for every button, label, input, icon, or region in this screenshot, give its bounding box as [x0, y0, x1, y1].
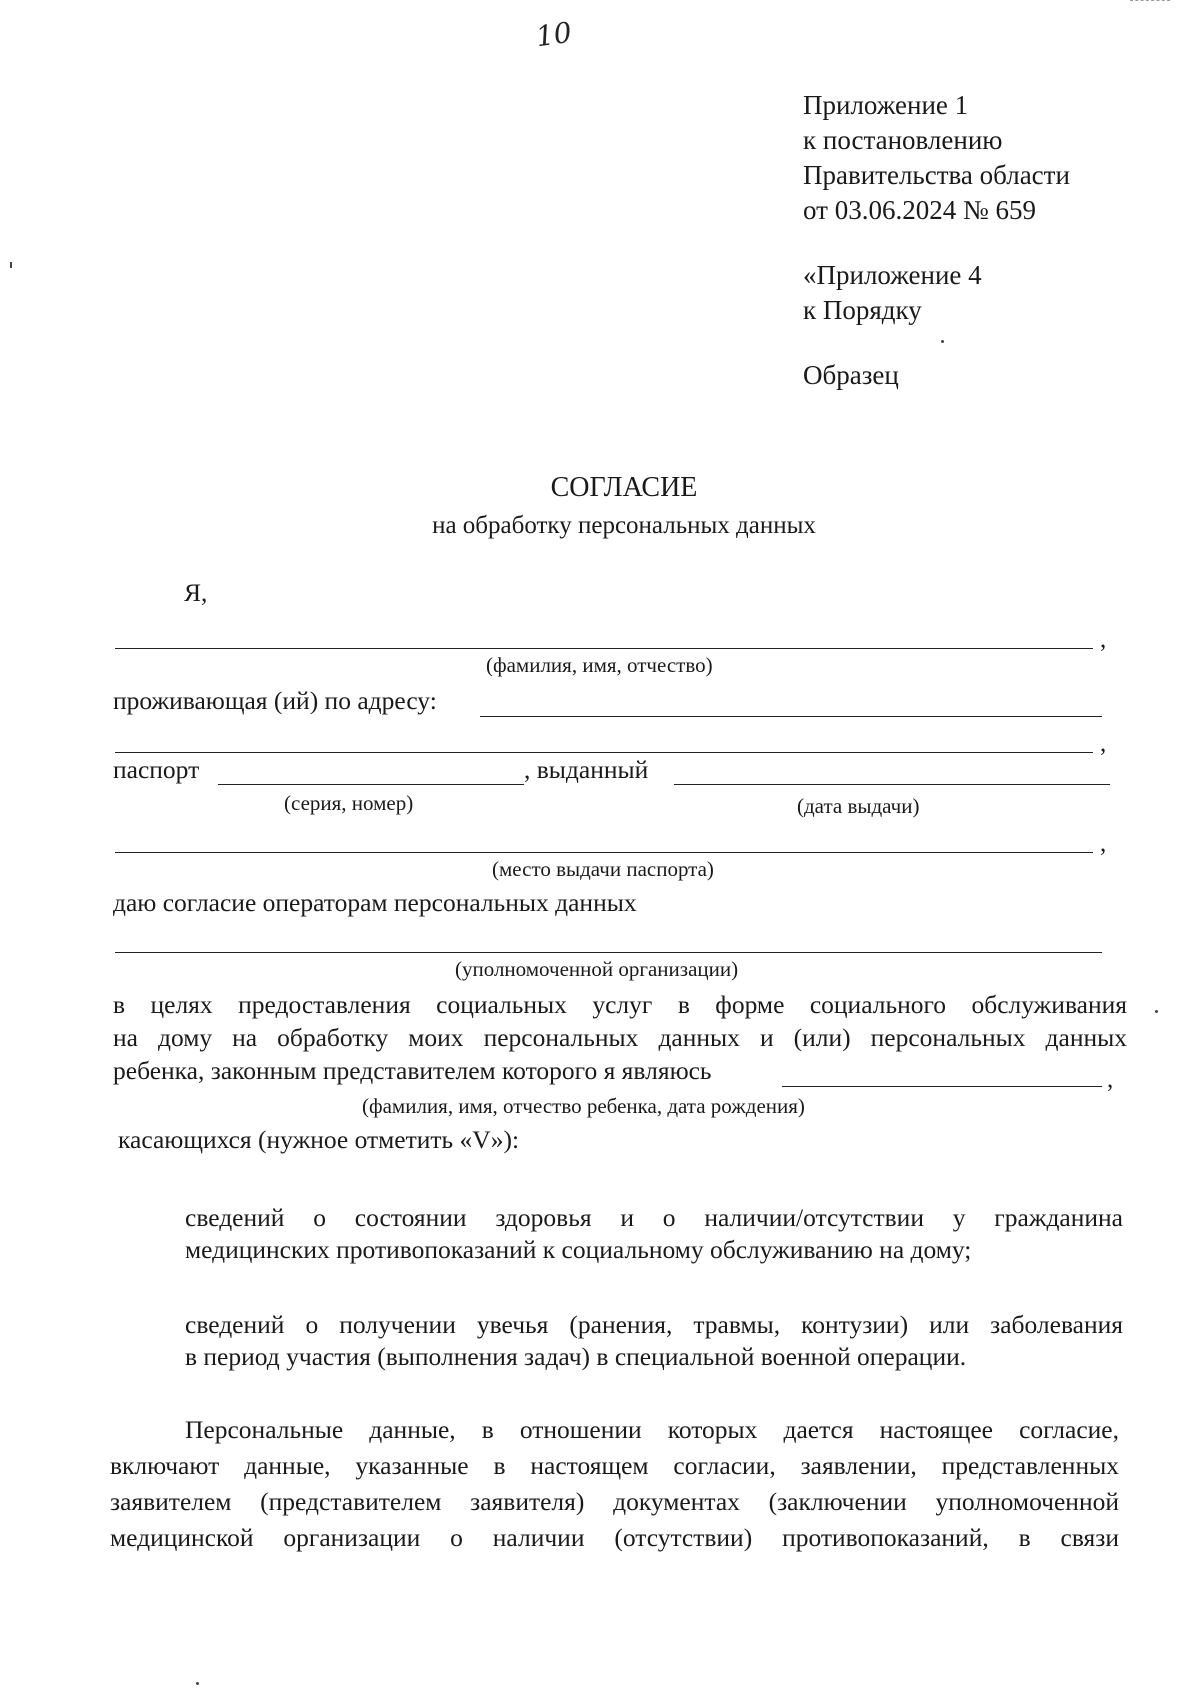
paragraph-line: медицинской организации о наличии (отсутствии) противопоказаний, в связи: [110, 1523, 1119, 1552]
child-hint: (фамилия, имя, отчество ребенка, дата рождения): [362, 1094, 805, 1118]
sample-label: Образец: [803, 360, 899, 390]
issue-place-field[interactable]: [115, 852, 1093, 853]
fio-field[interactable]: [115, 648, 1093, 649]
place-hint: (место выдачи паспорта): [492, 857, 714, 881]
consent-label: даю согласие операторам персональных данных: [113, 888, 637, 917]
option-health-line: медицинских противопоказаний к социальному обслуживанию на дому;: [185, 1235, 972, 1264]
purpose-line: на дому на обработку моих персональных данных и (или) персональных данных: [113, 1023, 1127, 1052]
scan-speck: [196, 1682, 199, 1685]
option-injury-line: сведений о получении увечья (ранения, травмы, контузии) или заболевания: [185, 1310, 1123, 1339]
comma: ,: [1100, 730, 1107, 757]
option-injury-line: в период участия (выполнения задач) в специальной военной операции.: [185, 1342, 967, 1371]
org-hint: (уполномоченной организации): [455, 957, 739, 981]
i-label: Я,: [184, 578, 208, 607]
appendix-line: от 03.06.2024 № 659: [803, 195, 1036, 225]
appendix-line: Правительства области: [803, 160, 1070, 190]
series-hint: (серия, номер): [284, 791, 414, 815]
document-subtitle: на обработку персональных данных: [432, 512, 816, 539]
concerning-label: касающихся (нужное отметить «V»):: [118, 1125, 520, 1154]
scan-speck: [1155, 1010, 1158, 1013]
address-field[interactable]: [480, 716, 1102, 717]
date-hint: (дата выдачи): [797, 794, 920, 818]
document-title: СОГЛАСИЕ: [550, 472, 698, 503]
paragraph-line: Персональные данные, в отношении которых дается настоящее согласие,: [185, 1415, 1119, 1444]
purpose-line: в целях предоставления социальных услуг в форме социального обслуживания: [113, 990, 1127, 1019]
appendix-line: «Приложение 4: [803, 260, 982, 290]
address-field-2[interactable]: [115, 752, 1093, 753]
scan-corner-mark: [1130, 0, 1170, 4]
comma: ,: [1107, 1066, 1114, 1093]
comma: ,: [1100, 830, 1107, 857]
appendix-header: [803, 88, 1070, 393]
fio-hint: (фамилия, имя, отчество): [486, 653, 713, 677]
address-label: проживающая (ий) по адресу:: [113, 686, 437, 715]
paragraph-line: включают данные, указанные в настоящем согласии, заявлении, представленных: [110, 1451, 1119, 1480]
issue-date-field[interactable]: [674, 784, 1110, 785]
child-line-label: ребенка, законным представителем которого я являюсь: [113, 1056, 712, 1085]
appendix-line: к Порядку: [803, 295, 922, 325]
paragraph-line: заявителем (представителем заявителя) документах (заключении уполномоченной: [110, 1487, 1119, 1516]
appendix-line: Приложение 1: [803, 90, 969, 120]
page-number: 10: [533, 15, 574, 54]
scan-speck: [10, 262, 12, 268]
scan-speck: [941, 340, 944, 343]
child-field[interactable]: [782, 1086, 1102, 1087]
issued-label: , выданный: [524, 755, 649, 784]
passport-label: паспорт: [113, 755, 200, 784]
organization-field[interactable]: [115, 952, 1102, 953]
option-health-line: сведений о состоянии здоровья и о наличии/отсутствии у гражданина: [185, 1203, 1123, 1232]
appendix-line: к постановлению: [803, 125, 1003, 155]
passport-series-field[interactable]: [218, 784, 524, 785]
comma: ,: [1100, 626, 1107, 653]
